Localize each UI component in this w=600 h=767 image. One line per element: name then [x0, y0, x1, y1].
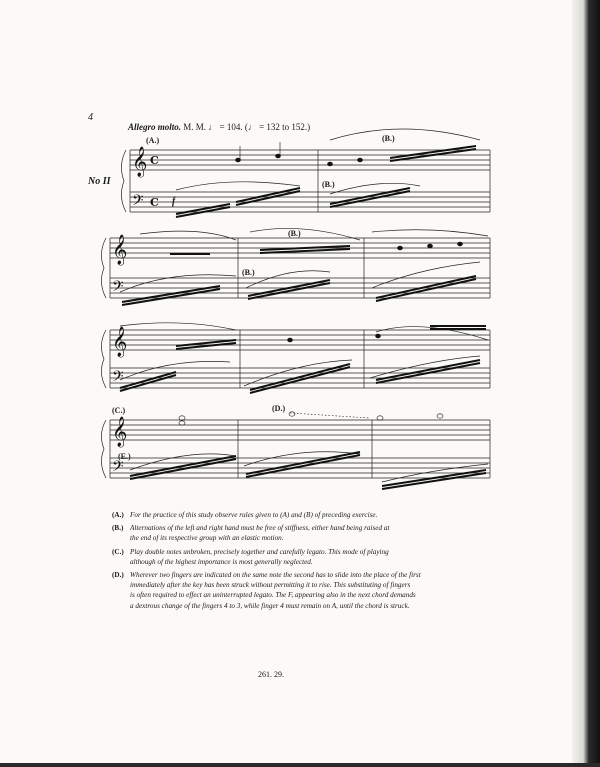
marker-b2: (B.) [322, 180, 335, 189]
footnote-a: (A.) For the practice of this study observe rules given to (A) and (B) of preceding exercise. [112, 511, 378, 519]
metronome-mark: M. M. ♩ = 104. [183, 122, 243, 132]
treble-clef-icon: 𝄞 [132, 147, 148, 177]
marker-d: (D.) [272, 404, 286, 413]
marker-b4: (B.) [242, 268, 255, 277]
svg-text:𝄞: 𝄞 [112, 327, 128, 357]
footnote-a-text: For the practice of this study observe rules given to (A) and (B) of preceding exercise. [130, 511, 378, 519]
system-4-bass-staff [110, 458, 490, 478]
svg-text:𝄢: 𝄢 [112, 368, 124, 389]
marker-c: (C.) [112, 406, 126, 415]
marker-b3: (B.) [288, 229, 301, 238]
footnote-d-line3: is often required to effect an uninterrupted legato. The F, appearing also in the next chord demands [130, 591, 416, 600]
system-3-treble-staff [110, 330, 490, 350]
svg-text:𝄞: 𝄞 [112, 235, 128, 265]
footnote-d-line2: immediately after the key has been struck without permitting it to rise. This substituting of fingers [130, 581, 411, 590]
plate-number: 261. 29. [258, 670, 284, 679]
marker-e: (E.) [118, 452, 131, 461]
system-4-treble-staff [110, 420, 490, 440]
study-number: No II [88, 176, 111, 187]
alternate-tempo: (♩ = 132 to 152.) [244, 122, 311, 132]
footnote-c-line1: Play double notes unbroken, precisely together and carefully legato. This mode of playing [130, 547, 389, 556]
svg-text:𝄢: 𝄢 [112, 458, 124, 479]
svg-text:𝄢: 𝄢 [112, 278, 124, 299]
system-1-bass-staff [130, 192, 490, 212]
footnote-d-line1: Wherever two fingers are indicated on the same note the second has to slide into the place of the first [130, 571, 421, 580]
tempo-term: Allegro molto. [128, 122, 182, 132]
svg-text:C: C [150, 154, 159, 167]
forte-dynamic: f [172, 196, 176, 207]
svg-text:𝄞: 𝄞 [112, 417, 128, 447]
footnote-d: (D.) Wherever two fingers are indicated on the same note the second has to slide into the place of the first immediately after the key has been struck without permitting it to rise. This substituting of fingers is often required to effect an uninterrupted legato. The F, appearing also in the next chord demands a dextrous change of the fingers 4 to 3, while finger 4 must remain on A, until the chord is struck. [112, 572, 484, 610]
footnote-d-line4: a dextrous change of the fingers 4 to 3, while finger 4 must remain on A, until the chord is struck. [130, 601, 410, 610]
footnote-b: (B.) Alternations of the left and right hand must be free of stiffness, either hand being raised at the end of its respective group with an elastic motion. [112, 525, 484, 542]
page-number: 4 [88, 112, 93, 123]
footnote-c-line2: although of the highest importance is most generally neglected. [130, 557, 313, 566]
marker-a: (A.) [146, 136, 160, 145]
bass-clef-icon: 𝄢 [132, 192, 144, 213]
footnotes [112, 512, 484, 616]
footnote-b-line1: Alternations of the left and right hand must be free of stiffness, either hand being raised at [130, 524, 390, 533]
marker-b1: (B.) [382, 134, 395, 143]
svg-text:C: C [150, 196, 159, 209]
footnote-b-line2: the end of its respective group with an elastic motion. [130, 534, 284, 543]
system-1-treble-staff [130, 150, 490, 170]
footnote-c: (C.) Play double notes unbroken, precisely together and carefully legato. This mode of playing although of the highest importance is most generally neglected. [112, 549, 484, 566]
